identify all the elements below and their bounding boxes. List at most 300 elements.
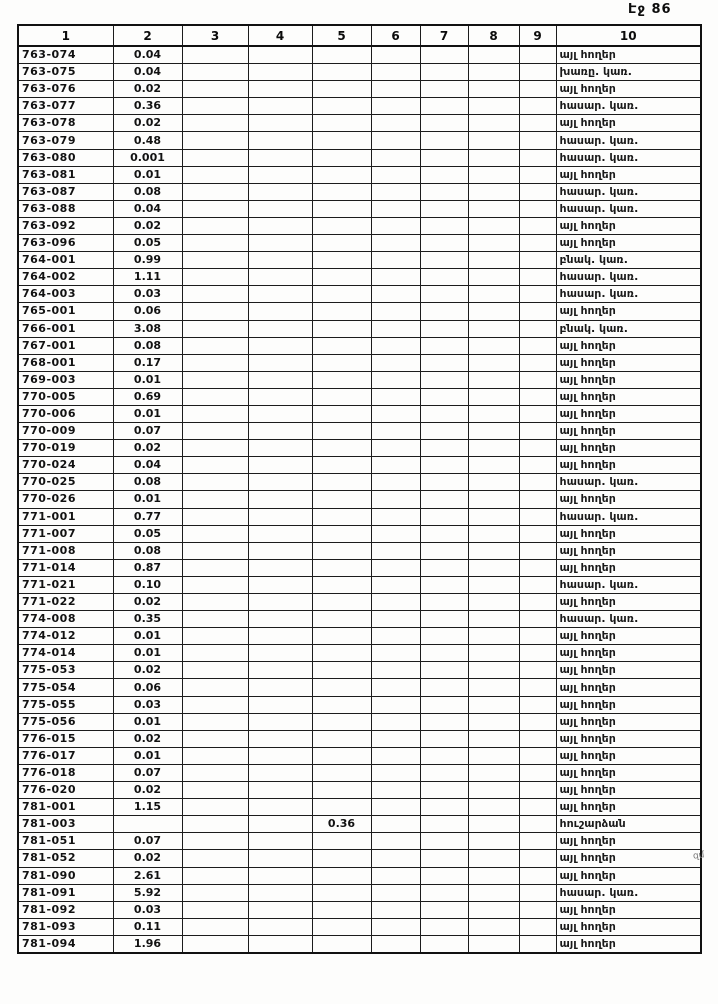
empty-cell — [182, 64, 248, 81]
column-header-10: 10 — [556, 25, 701, 46]
empty-cell — [182, 337, 248, 354]
area-value-cell: 0.02 — [113, 782, 182, 799]
column-header-1: 1 — [18, 25, 113, 46]
empty-cell — [468, 679, 519, 696]
empty-cell — [519, 730, 556, 747]
empty-cell — [468, 918, 519, 935]
empty-cell — [182, 645, 248, 662]
empty-cell — [248, 371, 312, 388]
parcel-code-cell: 775-056 — [18, 713, 113, 730]
empty-cell — [371, 628, 420, 645]
col5-value-cell — [312, 884, 371, 901]
empty-cell — [468, 200, 519, 217]
empty-cell — [248, 628, 312, 645]
area-value-cell: 1.96 — [113, 935, 182, 953]
empty-cell — [371, 764, 420, 781]
empty-cell — [248, 611, 312, 628]
empty-cell — [468, 816, 519, 833]
empty-cell — [371, 371, 420, 388]
area-value-cell: 0.48 — [113, 132, 182, 149]
empty-cell — [519, 252, 556, 269]
land-category-cell: բնակ. կառ. — [556, 320, 701, 337]
empty-cell — [248, 833, 312, 850]
empty-cell — [468, 525, 519, 542]
empty-cell — [468, 354, 519, 371]
empty-cell — [182, 867, 248, 884]
empty-cell — [420, 183, 468, 200]
empty-cell — [468, 183, 519, 200]
empty-cell — [182, 508, 248, 525]
table-row — [18, 576, 701, 593]
table-row — [18, 286, 701, 303]
land-category-cell: այլ հողեր — [556, 850, 701, 867]
empty-cell — [371, 474, 420, 491]
parcel-code-cell: 770-005 — [18, 388, 113, 405]
land-category-cell: այլ հողեր — [556, 166, 701, 183]
empty-cell — [519, 235, 556, 252]
col5-value-cell — [312, 337, 371, 354]
empty-cell — [371, 217, 420, 234]
col5-value-cell — [312, 508, 371, 525]
parcel-code-cell: 764-003 — [18, 286, 113, 303]
empty-cell — [420, 474, 468, 491]
table-row — [18, 918, 701, 935]
empty-cell — [182, 166, 248, 183]
empty-cell — [371, 64, 420, 81]
empty-cell — [420, 816, 468, 833]
empty-cell — [371, 713, 420, 730]
table-row — [18, 98, 701, 115]
empty-cell — [248, 235, 312, 252]
empty-cell — [371, 679, 420, 696]
table-row — [18, 850, 701, 867]
empty-cell — [519, 645, 556, 662]
area-value-cell: 0.87 — [113, 559, 182, 576]
col5-value-cell — [312, 559, 371, 576]
empty-cell — [468, 286, 519, 303]
empty-cell — [371, 935, 420, 953]
table-row — [18, 440, 701, 457]
empty-cell — [371, 782, 420, 799]
table-row — [18, 679, 701, 696]
table-row — [18, 81, 701, 98]
table-body — [18, 46, 701, 953]
empty-cell — [468, 491, 519, 508]
empty-cell — [371, 645, 420, 662]
land-category-cell: այլ հողեր — [556, 46, 701, 64]
parcel-code-cell: 770-024 — [18, 457, 113, 474]
empty-cell — [468, 747, 519, 764]
table-row — [18, 901, 701, 918]
land-category-cell: հասար. կառ. — [556, 474, 701, 491]
empty-cell — [420, 149, 468, 166]
parcel-code-cell: 776-015 — [18, 730, 113, 747]
parcel-code-cell: 763-087 — [18, 183, 113, 200]
empty-cell — [420, 850, 468, 867]
parcel-code-cell: 763-096 — [18, 235, 113, 252]
empty-cell — [519, 884, 556, 901]
empty-cell — [420, 491, 468, 508]
empty-cell — [468, 508, 519, 525]
table-row — [18, 46, 701, 64]
empty-cell — [519, 782, 556, 799]
area-value-cell: 0.02 — [113, 730, 182, 747]
parcel-code-cell: 776-017 — [18, 747, 113, 764]
land-register-table — [17, 24, 702, 954]
parcel-code-cell: 781-093 — [18, 918, 113, 935]
area-value-cell: 3.08 — [113, 320, 182, 337]
empty-cell — [519, 388, 556, 405]
column-header-7: 7 — [420, 25, 468, 46]
empty-cell — [182, 474, 248, 491]
table-row — [18, 662, 701, 679]
empty-cell — [182, 235, 248, 252]
empty-cell — [420, 645, 468, 662]
empty-cell — [519, 491, 556, 508]
empty-cell — [420, 354, 468, 371]
page-number-label: Էջ 86 — [628, 2, 672, 17]
area-value-cell: 0.04 — [113, 200, 182, 217]
empty-cell — [248, 337, 312, 354]
empty-cell — [371, 508, 420, 525]
empty-cell — [420, 833, 468, 850]
empty-cell — [420, 576, 468, 593]
empty-cell — [420, 235, 468, 252]
empty-cell — [248, 440, 312, 457]
empty-cell — [519, 508, 556, 525]
table-row — [18, 628, 701, 645]
col5-value-cell — [312, 269, 371, 286]
empty-cell — [248, 730, 312, 747]
table-row — [18, 269, 701, 286]
col5-value-cell — [312, 81, 371, 98]
table-row — [18, 474, 701, 491]
empty-cell — [371, 149, 420, 166]
empty-cell — [468, 799, 519, 816]
col5-value-cell — [312, 525, 371, 542]
empty-cell — [182, 594, 248, 611]
empty-cell — [519, 696, 556, 713]
land-category-cell: այլ հողեր — [556, 405, 701, 422]
col5-value-cell — [312, 782, 371, 799]
empty-cell — [182, 286, 248, 303]
land-category-cell: այլ հողեր — [556, 423, 701, 440]
empty-cell — [248, 576, 312, 593]
empty-cell — [420, 884, 468, 901]
table-row — [18, 508, 701, 525]
empty-cell — [468, 645, 519, 662]
land-category-cell: այլ հողեր — [556, 81, 701, 98]
empty-cell — [468, 662, 519, 679]
area-value-cell: 0.01 — [113, 747, 182, 764]
empty-cell — [248, 764, 312, 781]
area-value-cell: 0.69 — [113, 388, 182, 405]
table-row — [18, 730, 701, 747]
col5-value-cell — [312, 354, 371, 371]
empty-cell — [371, 166, 420, 183]
empty-cell — [468, 713, 519, 730]
empty-cell — [519, 149, 556, 166]
empty-cell — [248, 850, 312, 867]
empty-cell — [371, 115, 420, 132]
empty-cell — [519, 200, 556, 217]
table-row — [18, 320, 701, 337]
parcel-code-cell: 763-080 — [18, 149, 113, 166]
parcel-code-cell: 781-003 — [18, 816, 113, 833]
empty-cell — [371, 696, 420, 713]
area-value-cell: 0.03 — [113, 901, 182, 918]
empty-cell — [468, 320, 519, 337]
empty-cell — [519, 679, 556, 696]
empty-cell — [468, 371, 519, 388]
parcel-code-cell: 774-012 — [18, 628, 113, 645]
empty-cell — [182, 559, 248, 576]
empty-cell — [182, 611, 248, 628]
area-value-cell: 0.02 — [113, 217, 182, 234]
empty-cell — [519, 935, 556, 953]
parcel-code-cell: 775-055 — [18, 696, 113, 713]
parcel-code-cell: 774-014 — [18, 645, 113, 662]
land-category-cell: այլ հողեր — [556, 662, 701, 679]
table-row — [18, 884, 701, 901]
empty-cell — [371, 747, 420, 764]
empty-cell — [371, 320, 420, 337]
empty-cell — [248, 388, 312, 405]
col5-value-cell — [312, 645, 371, 662]
area-value-cell: 0.08 — [113, 542, 182, 559]
table-row — [18, 132, 701, 149]
col5-value-cell — [312, 867, 371, 884]
area-value-cell: 0.001 — [113, 149, 182, 166]
land-category-cell: այլ հողեր — [556, 388, 701, 405]
empty-cell — [248, 286, 312, 303]
area-value-cell: 0.04 — [113, 64, 182, 81]
land-category-cell: այլ հողեր — [556, 782, 701, 799]
table-row — [18, 371, 701, 388]
area-value-cell — [113, 816, 182, 833]
table-row — [18, 64, 701, 81]
empty-cell — [519, 594, 556, 611]
table-row — [18, 833, 701, 850]
empty-cell — [519, 183, 556, 200]
empty-cell — [519, 320, 556, 337]
parcel-code-cell: 781-052 — [18, 850, 113, 867]
empty-cell — [420, 611, 468, 628]
table-row — [18, 935, 701, 953]
empty-cell — [248, 183, 312, 200]
empty-cell — [248, 423, 312, 440]
empty-cell — [182, 388, 248, 405]
empty-cell — [182, 730, 248, 747]
land-category-cell: այլ հողեր — [556, 594, 701, 611]
empty-cell — [248, 200, 312, 217]
empty-cell — [420, 217, 468, 234]
empty-cell — [371, 132, 420, 149]
table-row — [18, 696, 701, 713]
col5-value-cell — [312, 149, 371, 166]
land-category-cell: այլ հողեր — [556, 747, 701, 764]
land-category-cell: այլ հողեր — [556, 559, 701, 576]
empty-cell — [248, 149, 312, 166]
land-category-cell: այլ հողեր — [556, 867, 701, 884]
empty-cell — [248, 816, 312, 833]
empty-cell — [519, 850, 556, 867]
empty-cell — [371, 183, 420, 200]
empty-cell — [468, 474, 519, 491]
land-category-cell: այլ հողեր — [556, 457, 701, 474]
parcel-code-cell: 763-078 — [18, 115, 113, 132]
empty-cell — [182, 457, 248, 474]
land-category-cell: հասար. կառ. — [556, 611, 701, 628]
empty-cell — [182, 764, 248, 781]
empty-cell — [468, 730, 519, 747]
area-value-cell: 0.06 — [113, 303, 182, 320]
empty-cell — [468, 457, 519, 474]
table-row — [18, 747, 701, 764]
empty-cell — [468, 64, 519, 81]
land-category-cell: այլ հողեր — [556, 730, 701, 747]
empty-cell — [371, 884, 420, 901]
land-category-cell: այլ հողեր — [556, 645, 701, 662]
empty-cell — [468, 440, 519, 457]
area-value-cell: 0.11 — [113, 918, 182, 935]
land-category-cell: այլ հողեր — [556, 354, 701, 371]
empty-cell — [248, 491, 312, 508]
land-category-cell: այլ հողեր — [556, 918, 701, 935]
col5-value-cell — [312, 696, 371, 713]
parcel-code-cell: 763-081 — [18, 166, 113, 183]
empty-cell — [182, 440, 248, 457]
empty-cell — [468, 901, 519, 918]
empty-cell — [420, 132, 468, 149]
empty-cell — [420, 594, 468, 611]
empty-cell — [182, 696, 248, 713]
parcel-code-cell: 781-092 — [18, 901, 113, 918]
empty-cell — [248, 269, 312, 286]
land-category-cell: այլ հողեր — [556, 901, 701, 918]
empty-cell — [468, 594, 519, 611]
empty-cell — [248, 115, 312, 132]
area-value-cell: 0.02 — [113, 115, 182, 132]
empty-cell — [468, 935, 519, 953]
empty-cell — [420, 371, 468, 388]
empty-cell — [468, 782, 519, 799]
empty-cell — [420, 696, 468, 713]
col5-value-cell — [312, 747, 371, 764]
empty-cell — [371, 576, 420, 593]
empty-cell — [371, 542, 420, 559]
empty-cell — [371, 833, 420, 850]
parcel-code-cell: 769-003 — [18, 371, 113, 388]
empty-cell — [468, 611, 519, 628]
area-value-cell: 0.01 — [113, 645, 182, 662]
empty-cell — [182, 542, 248, 559]
empty-cell — [420, 200, 468, 217]
empty-cell — [519, 132, 556, 149]
empty-cell — [248, 166, 312, 183]
table-row — [18, 799, 701, 816]
empty-cell — [519, 115, 556, 132]
col5-value-cell — [312, 628, 371, 645]
empty-cell — [468, 235, 519, 252]
column-header-3: 3 — [182, 25, 248, 46]
empty-cell — [248, 98, 312, 115]
empty-cell — [248, 645, 312, 662]
empty-cell — [371, 286, 420, 303]
table-row — [18, 764, 701, 781]
empty-cell — [519, 64, 556, 81]
empty-cell — [468, 46, 519, 64]
empty-cell — [519, 576, 556, 593]
parcel-code-cell: 775-053 — [18, 662, 113, 679]
table-row — [18, 542, 701, 559]
col5-value-cell — [312, 901, 371, 918]
area-value-cell: 0.05 — [113, 235, 182, 252]
empty-cell — [468, 81, 519, 98]
empty-cell — [248, 320, 312, 337]
empty-cell — [519, 901, 556, 918]
empty-cell — [248, 901, 312, 918]
empty-cell — [468, 132, 519, 149]
area-value-cell: 0.07 — [113, 764, 182, 781]
col5-value-cell — [312, 423, 371, 440]
col5-value-cell — [312, 730, 371, 747]
empty-cell — [182, 799, 248, 816]
land-category-cell: այլ հողեր — [556, 440, 701, 457]
empty-cell — [420, 764, 468, 781]
empty-cell — [468, 884, 519, 901]
empty-cell — [182, 217, 248, 234]
empty-cell — [420, 115, 468, 132]
area-value-cell: 0.08 — [113, 474, 182, 491]
area-value-cell: 0.10 — [113, 576, 182, 593]
empty-cell — [420, 457, 468, 474]
land-category-cell: հասար. կառ. — [556, 286, 701, 303]
empty-cell — [468, 217, 519, 234]
column-header-4: 4 — [248, 25, 312, 46]
col5-value-cell — [312, 46, 371, 64]
empty-cell — [182, 252, 248, 269]
area-value-cell: 0.02 — [113, 662, 182, 679]
empty-cell — [371, 200, 420, 217]
col5-value-cell: 0.36 — [312, 816, 371, 833]
land-category-cell: այլ հողեր — [556, 235, 701, 252]
land-category-cell: այլ հողեր — [556, 371, 701, 388]
parcel-code-cell: 781-090 — [18, 867, 113, 884]
empty-cell — [182, 149, 248, 166]
empty-cell — [248, 81, 312, 98]
empty-cell — [519, 269, 556, 286]
empty-cell — [248, 884, 312, 901]
land-category-cell: հուշարձան — [556, 816, 701, 833]
empty-cell — [182, 371, 248, 388]
parcel-code-cell: 771-021 — [18, 576, 113, 593]
table-row — [18, 423, 701, 440]
empty-cell — [420, 662, 468, 679]
empty-cell — [182, 662, 248, 679]
area-value-cell: 0.08 — [113, 337, 182, 354]
parcel-code-cell: 764-002 — [18, 269, 113, 286]
empty-cell — [468, 542, 519, 559]
table-row — [18, 337, 701, 354]
empty-cell — [468, 764, 519, 781]
empty-cell — [371, 730, 420, 747]
area-value-cell: 0.01 — [113, 628, 182, 645]
empty-cell — [248, 799, 312, 816]
empty-cell — [371, 901, 420, 918]
parcel-code-cell: 775-054 — [18, 679, 113, 696]
land-category-cell: այլ հողեր — [556, 713, 701, 730]
